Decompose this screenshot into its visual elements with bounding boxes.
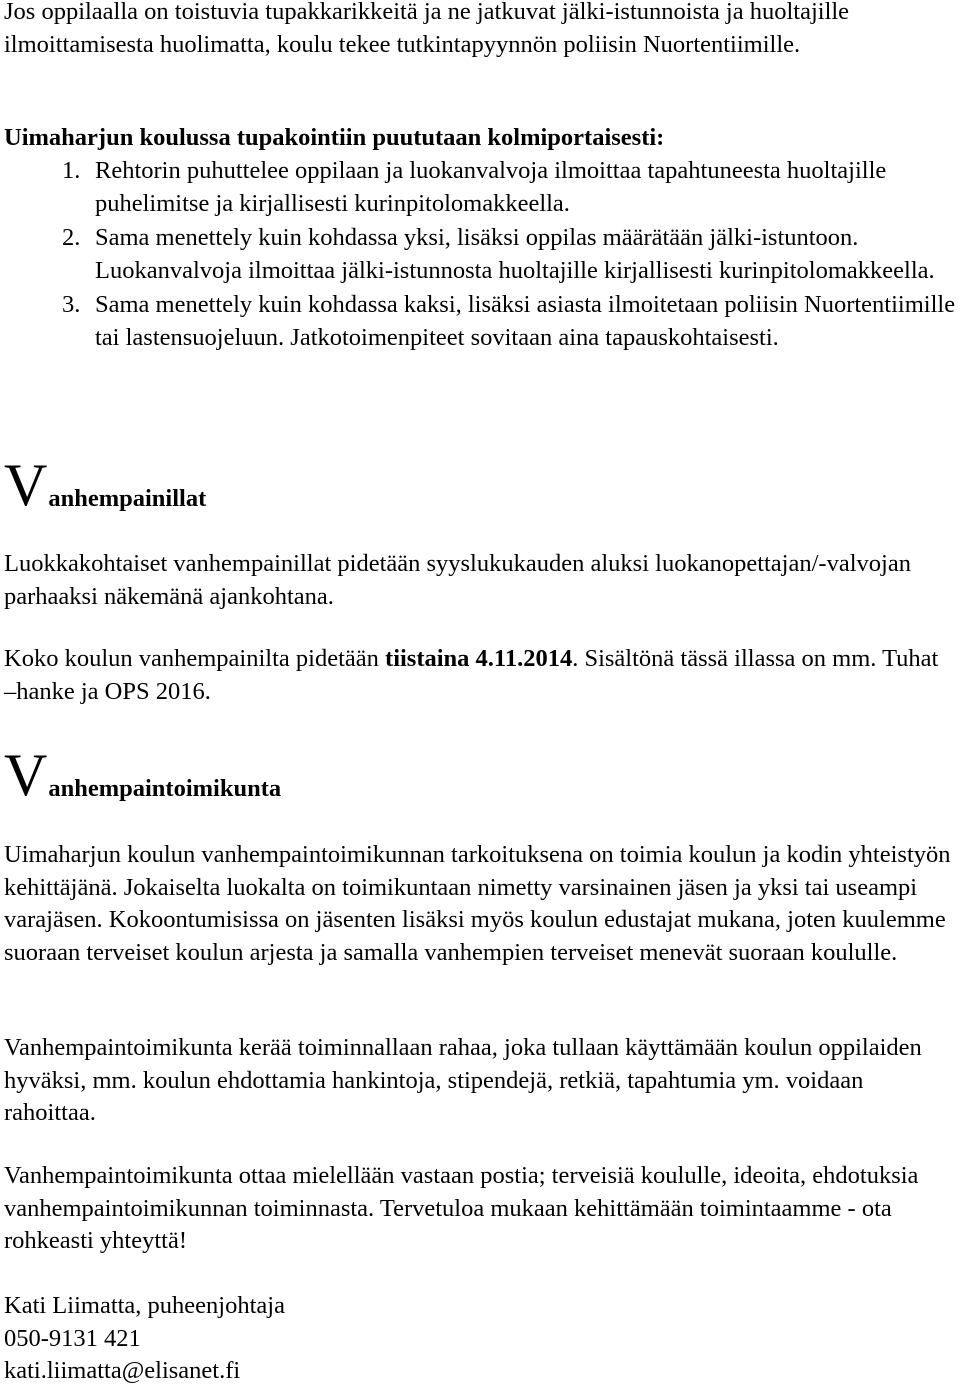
policy-steps-list <box>4 155 956 356</box>
committee-paragraph-1: Uimaharjun koulun vanhempaintoimikunnan tarkoituksena on toimia koulun ja kodin yhteistyön kehittäjänä. Jokaiselta luokalta on toimikuntaan nimetty varsinainen jäsen ja yksi tai useampi varajäsen. Kokoontumisissa on jäsenten lisäksi myös koulun edustajat mukana, joten kuulemme suoraan terveiset koulun arjesta ja samalla vanhempien terveiset menevät suoraan koululle. <box>4 841 951 966</box>
step-number: 1. <box>62 157 81 184</box>
heading-text: anhempaintoimikunta <box>48 775 282 802</box>
contact-email: kati.liimatta@elisanet.fi <box>4 1357 241 1384</box>
step-text: Rehtorin puhuttelee oppilaan ja luokanvalvoja ilmoittaa tapahtuneesta huoltajille puhelimitse ja kirjallisesti kurinpitolomakkeella. <box>95 157 887 217</box>
heading-initial: V <box>4 452 48 518</box>
parents-evenings-paragraph-1: Luokkakohtaiset vanhempainillat pidetään syyslukukauden aluksi luokanopettajan/-valvojan parhaaksi näkemänä ajankohtana. <box>4 550 911 610</box>
contact-phone: 050-9131 421 <box>4 1324 141 1352</box>
event-date: tiistaina 4.11.2014 <box>385 645 573 672</box>
list-item <box>4 155 956 220</box>
committee-paragraph-2: Vanhempaintoimikunta kerää toiminnallaan rahaa, joka tullaan käyttämään koulun oppilaiden hyväksi, mm. koulun ehdottamia hankintoja, stipendejä, retkiä, tapahtumia ym. voidaan rahoittaa. <box>4 1034 922 1126</box>
paragraph-text: Koko koulun vanhempainilta pidetään <box>4 645 386 672</box>
policy-heading: Uimaharjun koulussa tupakointiin puututaan kolmiportaisesti: <box>4 124 665 151</box>
list-item <box>4 222 956 287</box>
parents-evenings-heading <box>4 452 207 518</box>
heading-text: anhempainillat <box>48 485 207 512</box>
committee-paragraph-3: Vanhempaintoimikunta ottaa mielellään vastaan postia; terveisiä koululle, ideoita, ehdotuksia vanhempaintoimikunnan toiminnasta. Tervetuloa mukaan kehittämään toimintaamme - ota rohkeasti yhteyttä! <box>4 1162 919 1254</box>
list-item <box>4 289 956 354</box>
heading-initial: V <box>4 742 48 808</box>
step-text: Sama menettely kuin kohdassa yksi, lisäksi oppilas määrätään jälki-istuntoon. Luokanvalvoja ilmoittaa jälki-istunnosta huoltajille kirjallisesti kurinpitolomakkeella. <box>95 224 935 284</box>
step-text: Sama menettely kuin kohdassa kaksi, lisäksi asiasta ilmoitetaan poliisin Nuortentiimille tai lastensuojeluun. Jatkotoimenpiteet sovitaan aina tapauskohtaisesti. <box>95 291 956 351</box>
step-number: 2. <box>62 224 81 251</box>
committee-heading <box>4 742 282 808</box>
intro-paragraph: Jos oppilaalla on toistuvia tupakkarikkeitä ja ne jatkuvat jälki-istunnoista ja huoltajille ilmoittamisesta huolimatta, koulu tekee tutkintapyynnön poliisin Nuortentiimille. <box>4 0 850 58</box>
paragraph-text: . Sisältönä tässä illassa on mm. Tuhat –hanke ja OPS 2016. <box>4 645 939 705</box>
step-number: 3. <box>62 291 81 318</box>
contact-block <box>4 1290 956 1388</box>
parents-evenings-paragraph-2 <box>4 643 956 708</box>
contact-name: Kati Liimatta, puheenjohtaja <box>4 1292 285 1319</box>
